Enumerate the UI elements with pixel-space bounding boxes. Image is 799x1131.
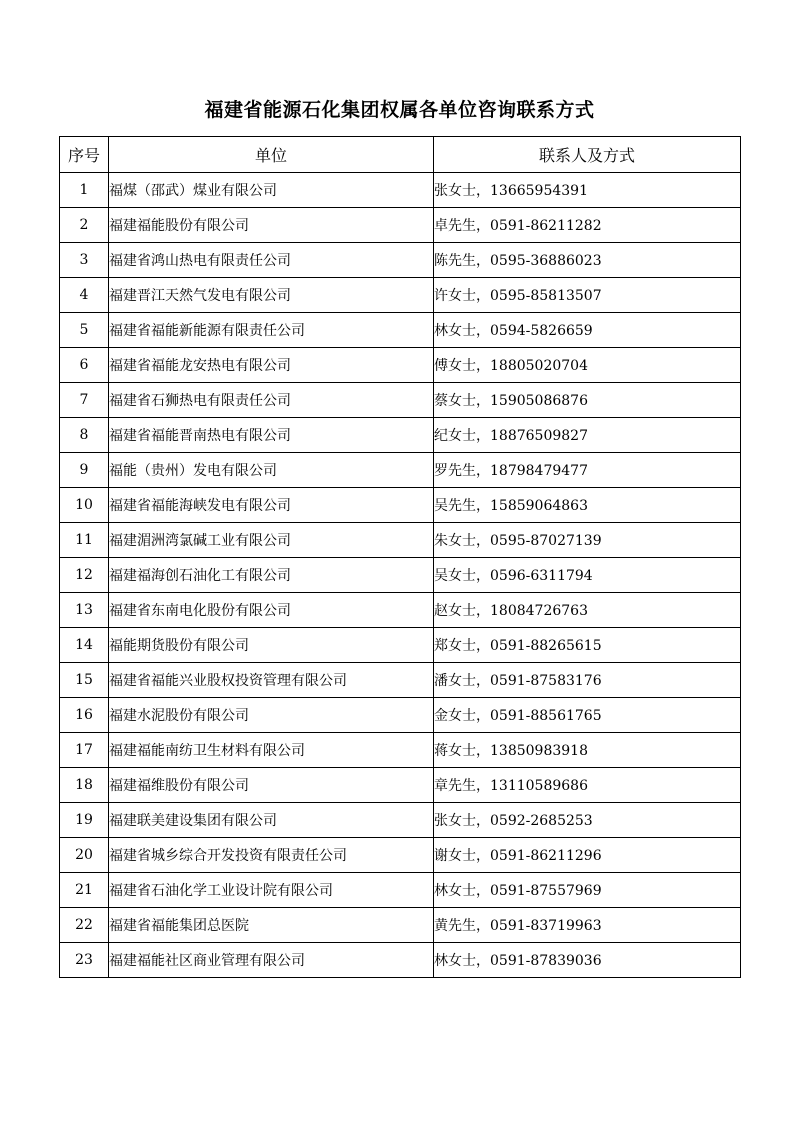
row-number: 5 bbox=[60, 313, 109, 348]
row-number: 20 bbox=[60, 838, 109, 873]
unit-name: 福建省东南电化股份有限公司 bbox=[109, 593, 434, 628]
contact-info: 罗先生，18798479477 bbox=[434, 453, 741, 488]
row-number: 2 bbox=[60, 208, 109, 243]
unit-name: 福建省鸿山热电有限责任公司 bbox=[109, 243, 434, 278]
contact-info: 张女士，13665954391 bbox=[434, 173, 741, 208]
table-row bbox=[60, 908, 741, 943]
contact-info: 蒋女士，13850983918 bbox=[434, 733, 741, 768]
unit-name: 福建福能股份有限公司 bbox=[109, 208, 434, 243]
contact-info: 吴先生，15859064863 bbox=[434, 488, 741, 523]
table-row bbox=[60, 628, 741, 663]
table-row bbox=[60, 348, 741, 383]
table-row bbox=[60, 208, 741, 243]
contact-info: 潘女士，0591-87583176 bbox=[434, 663, 741, 698]
row-number: 3 bbox=[60, 243, 109, 278]
contact-info: 金女士，0591-88561765 bbox=[434, 698, 741, 733]
table-row bbox=[60, 243, 741, 278]
unit-name: 福建联美建设集团有限公司 bbox=[109, 803, 434, 838]
header-no: 序号 bbox=[60, 137, 109, 173]
row-number: 18 bbox=[60, 768, 109, 803]
unit-name: 福建福能社区商业管理有限公司 bbox=[109, 943, 434, 978]
table-row bbox=[60, 768, 741, 803]
unit-name: 福能期货股份有限公司 bbox=[109, 628, 434, 663]
contact-info: 章先生，13110589686 bbox=[434, 768, 741, 803]
row-number: 14 bbox=[60, 628, 109, 663]
header-row bbox=[60, 137, 741, 173]
unit-name: 福煤（邵武）煤业有限公司 bbox=[109, 173, 434, 208]
contact-info: 赵女士，18084726763 bbox=[434, 593, 741, 628]
table-row bbox=[60, 803, 741, 838]
row-number: 10 bbox=[60, 488, 109, 523]
row-number: 6 bbox=[60, 348, 109, 383]
row-number: 4 bbox=[60, 278, 109, 313]
table-row bbox=[60, 698, 741, 733]
row-number: 11 bbox=[60, 523, 109, 558]
table-row bbox=[60, 383, 741, 418]
row-number: 21 bbox=[60, 873, 109, 908]
contact-info: 谢女士，0591-86211296 bbox=[434, 838, 741, 873]
table-row bbox=[60, 523, 741, 558]
contacts-table bbox=[59, 136, 741, 978]
contact-info: 张女士，0592-2685253 bbox=[434, 803, 741, 838]
table-row bbox=[60, 453, 741, 488]
unit-name: 福建省石油化学工业设计院有限公司 bbox=[109, 873, 434, 908]
contact-info: 蔡女士，15905086876 bbox=[434, 383, 741, 418]
table-row bbox=[60, 593, 741, 628]
table-row bbox=[60, 663, 741, 698]
table-body bbox=[60, 173, 741, 978]
contact-info: 吴女士，0596-6311794 bbox=[434, 558, 741, 593]
unit-name: 福建省福能晋南热电有限公司 bbox=[109, 418, 434, 453]
row-number: 16 bbox=[60, 698, 109, 733]
header-unit: 单位 bbox=[109, 137, 434, 173]
table-row bbox=[60, 418, 741, 453]
unit-name: 福建省石狮热电有限责任公司 bbox=[109, 383, 434, 418]
row-number: 19 bbox=[60, 803, 109, 838]
unit-name: 福建省福能新能源有限责任公司 bbox=[109, 313, 434, 348]
table-row bbox=[60, 488, 741, 523]
unit-name: 福能（贵州）发电有限公司 bbox=[109, 453, 434, 488]
contact-info: 傅女士，18805020704 bbox=[434, 348, 741, 383]
table-row bbox=[60, 278, 741, 313]
contact-info: 朱女士，0595-87027139 bbox=[434, 523, 741, 558]
row-number: 8 bbox=[60, 418, 109, 453]
unit-name: 福建晋江天然气发电有限公司 bbox=[109, 278, 434, 313]
page-title: 福建省能源石化集团权属各单位咨询联系方式 bbox=[204, 99, 595, 121]
unit-name: 福建福维股份有限公司 bbox=[109, 768, 434, 803]
unit-name: 福建省福能海峡发电有限公司 bbox=[109, 488, 434, 523]
unit-name: 福建省福能集团总医院 bbox=[109, 908, 434, 943]
unit-name: 福建省福能兴业股权投资管理有限公司 bbox=[109, 663, 434, 698]
unit-name: 福建福能南纺卫生材料有限公司 bbox=[109, 733, 434, 768]
row-number: 22 bbox=[60, 908, 109, 943]
row-number: 23 bbox=[60, 943, 109, 978]
table-row bbox=[60, 558, 741, 593]
unit-name: 福建水泥股份有限公司 bbox=[109, 698, 434, 733]
table-row bbox=[60, 838, 741, 873]
contact-info: 陈先生，0595-36886023 bbox=[434, 243, 741, 278]
unit-name: 福建湄洲湾氯碱工业有限公司 bbox=[109, 523, 434, 558]
table-row bbox=[60, 313, 741, 348]
unit-name: 福建福海创石油化工有限公司 bbox=[109, 558, 434, 593]
row-number: 7 bbox=[60, 383, 109, 418]
table-row bbox=[60, 733, 741, 768]
contact-info: 纪女士，18876509827 bbox=[434, 418, 741, 453]
contact-info: 林女士，0591-87557969 bbox=[434, 873, 741, 908]
unit-name: 福建省城乡综合开发投资有限责任公司 bbox=[109, 838, 434, 873]
row-number: 17 bbox=[60, 733, 109, 768]
unit-name: 福建省福能龙安热电有限公司 bbox=[109, 348, 434, 383]
table-row bbox=[60, 943, 741, 978]
contact-info: 林女士，0591-87839036 bbox=[434, 943, 741, 978]
contact-info: 郑女士，0591-88265615 bbox=[434, 628, 741, 663]
contact-info: 林女士，0594-5826659 bbox=[434, 313, 741, 348]
row-number: 1 bbox=[60, 173, 109, 208]
table-header bbox=[60, 137, 741, 173]
row-number: 12 bbox=[60, 558, 109, 593]
row-number: 9 bbox=[60, 453, 109, 488]
table-row bbox=[60, 173, 741, 208]
contact-info: 黄先生，0591-83719963 bbox=[434, 908, 741, 943]
table-row bbox=[60, 873, 741, 908]
contact-info: 卓先生，0591-86211282 bbox=[434, 208, 741, 243]
contact-info: 许女士，0595-85813507 bbox=[434, 278, 741, 313]
header-contact: 联系人及方式 bbox=[434, 137, 741, 173]
row-number: 13 bbox=[60, 593, 109, 628]
row-number: 15 bbox=[60, 663, 109, 698]
